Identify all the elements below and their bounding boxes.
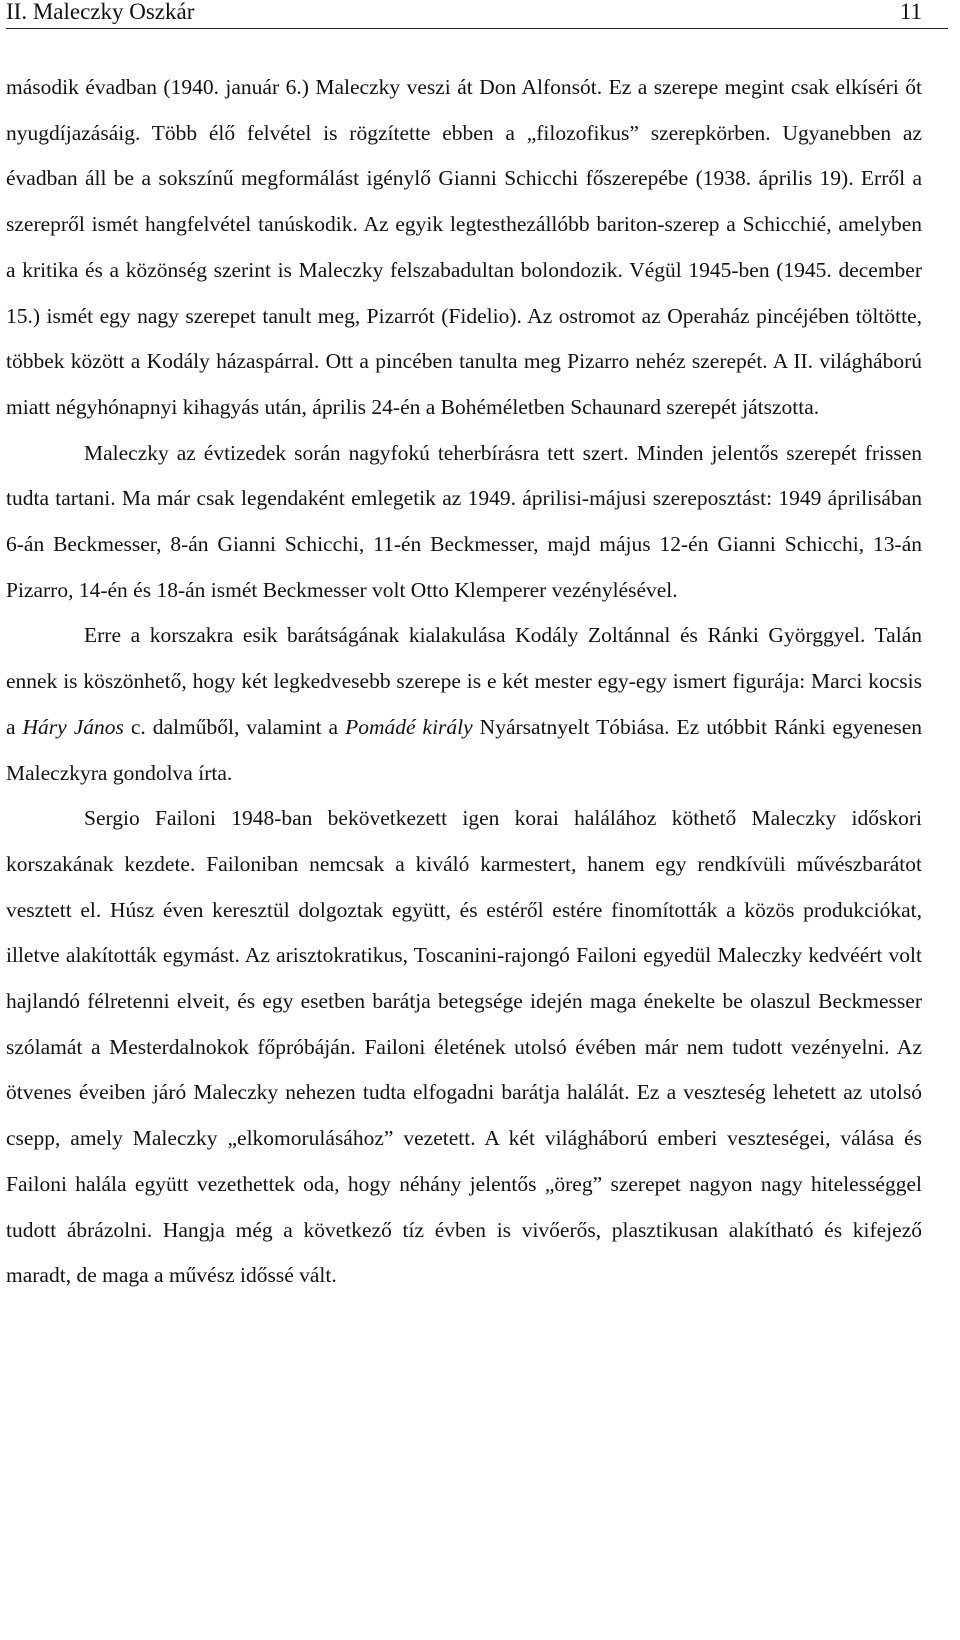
paragraph-text: Erre a korszakra esik barátságának kialakulása Kodály Zoltánnal és Ránki Györggyel. Talán ennek is köszönhető, hogy két legkedvesebb szerepe is e két mester egy-egy ismert figurája: Marci kocsis a bbox=[6, 623, 922, 739]
body-text bbox=[6, 65, 922, 1299]
paragraph-text: Maleczky az évtizedek során nagyfokú teherbírásra tett szert. Minden jelentős szerepét frissen tudta tartani. Ma már csak legendaként emlegetik az 1949. áprilisi-májusi szereposztást: 1949 áprilisában 6-án Beckmesser, 8-án Gianni Schicchi, 11-én Beckmesser, majd május 12-én Gianni Schicchi, 13-án Pizarro, 14-én és 18-án ismét Beckmesser volt Otto Klemperer vezénylésével. bbox=[6, 440, 922, 602]
paragraph bbox=[6, 613, 922, 796]
paragraph-text: c. dalműből, valamint a bbox=[123, 714, 346, 739]
running-header bbox=[6, 0, 948, 29]
paragraph-text: Nyársatnyelt Tóbiása. Ez utóbbit Ránki egyenesen Maleczkyra gondolva írta. bbox=[6, 714, 922, 785]
work-title-italic: Háry János bbox=[22, 714, 124, 739]
page-number: 11 bbox=[899, 0, 922, 24]
paragraph bbox=[6, 796, 922, 1299]
paragraph-text: második évadban (1940. január 6.) Maleczky veszi át Don Alfonsót. Ez a szerepe megint csak elkíséri őt nyugdíjazásáig. Több élő felvétel is rögzítette ebben a „filozofikus” szerepkörben. Ugyanebben az évadban áll be a sokszínű megformálást igénylő Gianni Schicchi főszerepébe (1938. április 19). Erről a szerepről ismét hangfelvétel tanúskodik. Az egyik legtesthezállóbb bariton-szerep a Schicchié, amelyben a kritika és a közönség szerint is Maleczky felszabadultan bolondozik. Végül 1945-ben (1945. december 15.) ismét egy nagy szerepet tanult meg, Pizarrót (Fidelio). Az ostromot az Operaház pincéjében töltötte, többek között a Kodály házaspárral. Ott a pincében tanulta meg Pizarro nehéz szerepét. A II. világháború miatt négyhónapnyi kihagyás után, április 24-én a Bohéméletben Schaunard szerepét játszotta. bbox=[6, 75, 922, 419]
paragraph bbox=[6, 431, 922, 614]
work-title-italic: Pomádé király bbox=[345, 714, 473, 739]
paragraph bbox=[6, 65, 922, 431]
chapter-title: II. Maleczky Oszkár bbox=[6, 0, 195, 24]
paragraph-text: Sergio Failoni 1948-ban bekövetkezett igen korai halálához köthető Maleczky időskori korszakának kezdete. Failoniban nemcsak a kiváló karmestert, hanem egy rendkívüli művészbarátot vesztett el. Húsz éven keresztül dolgoztak együtt, és estéről estére finomították a közös produkciókat, illetve alakították egymást. Az arisztokratikus, Toscanini-rajongó Failoni egyedül Maleczky kedvéért volt hajlandó félretenni elveit, és egy esetben barátja betegsége idején maga énekelte be olaszul Beckmesser szólamát a Mesterdalnokok főpróbáján. Failoni életének utolsó évében már nem tudott vezényelni. Az ötvenes éveiben járó Maleczky nehezen tudta elfogadni barátja halálát. Ez a veszteség lehetett az utolsó csepp, amely Maleczky „elkomorulásához” vezetett. A két világháború emberi veszteségei, válása és Failoni halála együtt vezethettek oda, hogy néhány jelentős „öreg” szerepet nagyon nagy hitelességgel tudott ábrázolni. Hangja még a következő tíz évben is vivőerős, plasztikusan alakítható és kifejező maradt, de maga a művész időssé vált. bbox=[6, 806, 922, 1288]
